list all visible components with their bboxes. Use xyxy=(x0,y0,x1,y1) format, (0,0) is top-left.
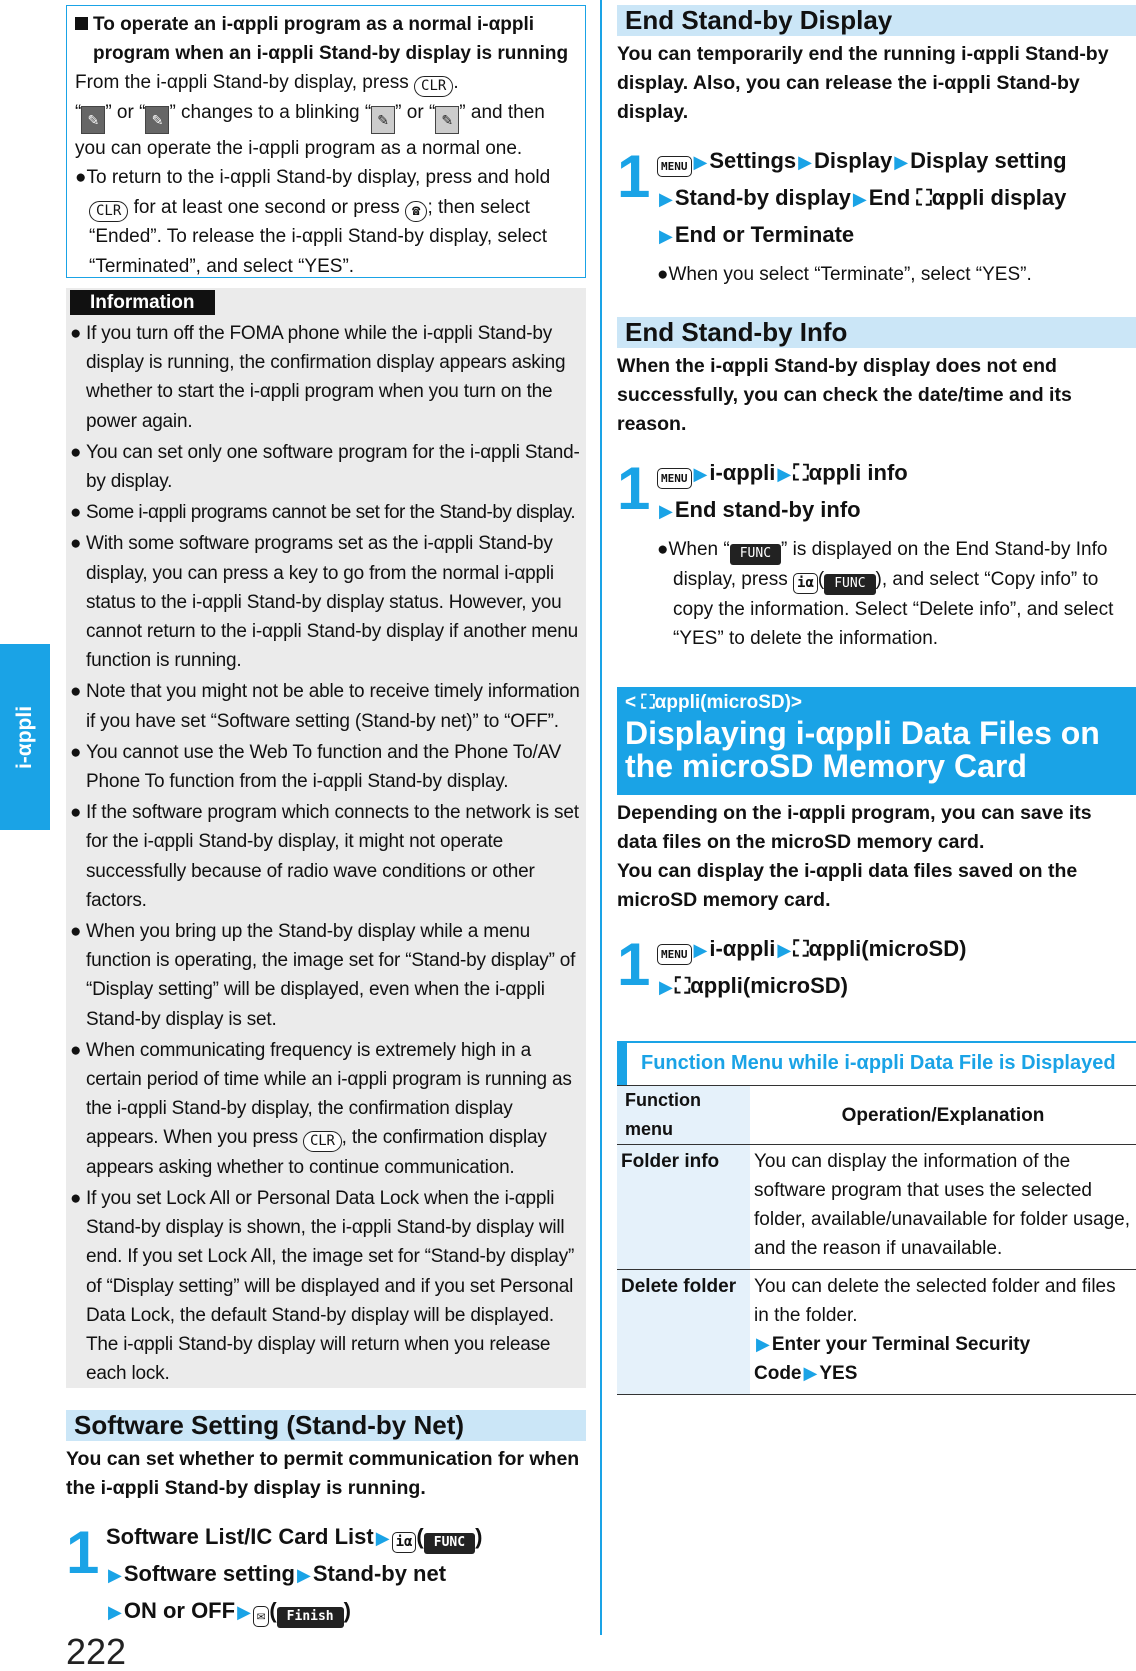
info-item-text: If you turn off the FOMA phone while the i-αppli Stand-by display is running, the confirmation display appears asking whether to start the i-αppli program when you turn on the power again. xyxy=(86,323,566,432)
info-item: ● Note that you might not be able to receive timely information if you have set “Software setting (Stand-by net)” to “OFF”. xyxy=(70,681,580,732)
menu-key-icon: MENU xyxy=(657,156,692,177)
info-item-text: Some i-αppli programs cannot be set for the Stand-by display. xyxy=(86,502,576,524)
left-column xyxy=(66,5,586,1630)
row-name: Folder info xyxy=(617,1145,750,1270)
step-number: 1 xyxy=(617,143,651,210)
func-softkey-icon: FUNC xyxy=(730,544,781,565)
end-info-heading: End Stand-by Info xyxy=(617,317,1136,348)
info-item-text: With some software programs set as the i-αppli Stand-by display, you can press a key to go from the normal i-αppli status to the i-αppli Stand-by display status. However, you cannot return to the i-αppli Stand-by display if another menu function is running. xyxy=(86,533,579,672)
box-line2-e: ” and then you can operate the i-αppli program as a normal one. xyxy=(75,101,545,159)
box-line2-a: “ xyxy=(75,101,82,123)
note-text: ” is displayed on the End Stand-by Info display, press xyxy=(673,539,1108,590)
row-op: Enter your Terminal Security Code xyxy=(754,1334,1031,1384)
information-tab: Information xyxy=(70,290,215,315)
info-item: ● If you turn off the FOMA phone while the i-αppli Stand-by display is running, the confirmation display appears asking whether to start the i-αppli program when you turn on the power again. xyxy=(70,323,566,432)
phone-key-icon: ☎ xyxy=(405,201,427,222)
info-item: ● When communicating frequency is extremely high in a certain period of time while an i-αppli program is running as the i-αppli Stand-by display, the confirmation display appears. When you press CLR , the confirmation display appears asking whether to continue communication. xyxy=(70,1039,572,1178)
box-line1: From the i-αppli Stand-by display, press CLR . xyxy=(75,68,577,98)
info-item-text: When communicating frequency is extremely high in a certain period of time while an i-αppli program is running as the i-αppli Stand-by display, the confirmation display appears. When you press xyxy=(86,1039,572,1149)
step-item: End ⛶αppli display xyxy=(868,185,1067,210)
microsd-banner-title: Displaying i-αppli Data Files on the microSD Memory Card xyxy=(625,715,1100,784)
step-item: Settings xyxy=(709,148,797,173)
end-display-note: ●When you select “Terminate”, select “YES”. xyxy=(657,264,1032,285)
software-setting-lead: You can set whether to permit communication for when the i-αppli Stand-by display is running. xyxy=(66,1448,580,1499)
step-text xyxy=(657,931,1136,1005)
box-bullet-c: ; then select “Ended”. To release the i-αppli Stand-by display, select “Terminated”, and select “YES”. xyxy=(89,196,548,277)
appli-standby-icon: ✎ xyxy=(81,106,105,134)
sidebar-label-text: i-αppli xyxy=(13,705,37,769)
col-header-operation: Operation/Explanation xyxy=(750,1086,1136,1145)
step-item: ON or OFF xyxy=(123,1598,236,1623)
microsd-lead2: You can display the i-αppli data files saved on the microSD memory card. xyxy=(617,860,1078,911)
step-item: i-αppli xyxy=(709,460,776,485)
arrow-icon: ▶ xyxy=(756,1334,770,1354)
arrow-icon: ▶ xyxy=(777,940,792,960)
arrow-icon: ▶ xyxy=(659,189,673,209)
microsd-step xyxy=(617,931,1136,1005)
box-line2-d: ” or “ xyxy=(395,101,436,123)
box-line2-b: ” or “ xyxy=(105,101,146,123)
arrow-icon: ▶ xyxy=(852,189,867,209)
step-text xyxy=(657,455,1136,529)
arrow-icon: ▶ xyxy=(108,1602,122,1622)
step-item: Stand-by display xyxy=(674,185,851,210)
software-setting-step xyxy=(66,1519,586,1630)
info-item-text: If the software program which connects to the network is set for the i-αppli Stand-by display, it might not operate successfully because of radio wave conditions or other factors. xyxy=(86,802,579,911)
info-item: ● If the software program which connects to the network is set for the i-αppli Stand-by display, it might not operate successfully because of radio wave conditions or other factors. xyxy=(70,802,579,911)
microsd-banner xyxy=(617,687,1136,795)
func-softkey-icon: FUNC xyxy=(824,574,875,595)
row-desc: You can delete the selected folder and files in the folder. xyxy=(754,1276,1116,1326)
menu-key-icon: MENU xyxy=(657,944,692,965)
table-row xyxy=(617,1270,1136,1395)
page-number: 222 xyxy=(66,1631,127,1671)
info-item: ● If you set Lock All or Personal Data Lock when the i-αppli Stand-by display is shown, the i-αppli Stand-by display will end. If you set Lock All, the image set for “Stand-by display” of “Display setting” will be displayed and if you set Personal Data Lock, the default Stand-by display will be displayed. The i-αppli Stand-by display will return when you release each lock. xyxy=(70,1187,575,1385)
row-name: Delete folder xyxy=(617,1270,750,1395)
software-setting-section xyxy=(66,1410,586,1630)
note-text: When you select “Terminate”, select “YES”. xyxy=(668,264,1032,285)
step-text xyxy=(657,143,1136,254)
table-header-row xyxy=(617,1086,1136,1145)
end-info-step xyxy=(617,455,1136,653)
step-item: ⛶αppli(microSD) xyxy=(674,973,848,998)
row-op: YES xyxy=(819,1363,858,1384)
note-text: ), and select “Copy info” to copy the information. Select “Delete info”, and select “YES” to delete the information. xyxy=(673,569,1114,649)
step-item: Software setting xyxy=(123,1561,295,1586)
info-item: ● With some software programs set as the i-αppli Stand-by display, you can press a key to go from the normal i-αppli status to the i-αppli Stand-by display status. However, you cannot return to the i-αppli Stand-by display if another menu function is running. xyxy=(70,533,579,672)
box-line2-c: ” changes to a blinking “ xyxy=(169,101,372,123)
step-item: Stand-by net xyxy=(312,1561,447,1586)
clr-key-icon: CLR xyxy=(89,201,128,222)
arrow-icon: ▶ xyxy=(296,1565,311,1585)
sidebar-label xyxy=(0,644,50,830)
info-item-text: When you bring up the Stand-by display while a menu function is operating, the image set for “Stand-by display” of “Display setting” will be displayed, even when the i-αppli Stand-by display is set. xyxy=(86,921,576,1030)
box-title xyxy=(75,10,577,68)
step-item: Software List/IC Card List xyxy=(106,1524,374,1549)
table-row xyxy=(617,1145,1136,1270)
microsd-lead1: Depending on the i-αppli program, you can save its data files on the microSD memory card. xyxy=(617,802,1092,853)
mail-key-icon: ✉ xyxy=(253,1606,269,1627)
arrow-icon: ▶ xyxy=(108,1565,122,1585)
arrow-icon: ▶ xyxy=(803,1363,818,1383)
arrow-icon: ▶ xyxy=(798,152,812,172)
microsd-banner-menu: < ⛶αppli(microSD)> xyxy=(625,692,803,713)
arrow-icon: ▶ xyxy=(375,1528,390,1548)
box-line2 xyxy=(75,98,577,164)
step-item: End stand-by info xyxy=(674,497,861,522)
arrow-icon: ▶ xyxy=(237,1602,251,1622)
step-item: i-αppli xyxy=(709,936,776,961)
function-menu-table xyxy=(617,1085,1136,1395)
menu-key-icon: MENU xyxy=(657,468,692,489)
info-item: ● Some i-αppli programs cannot be set for the Stand-by display. xyxy=(70,502,576,524)
note-text: When “ xyxy=(668,539,730,560)
arrow-icon: ▶ xyxy=(693,940,708,960)
step-item: ⛶αppli info xyxy=(793,460,908,485)
appli-blinking-icon: ✎ xyxy=(371,106,395,134)
arrow-icon: ▶ xyxy=(693,464,708,484)
software-setting-heading: Software Setting (Stand-by Net) xyxy=(66,1410,586,1441)
step-number: 1 xyxy=(66,1519,100,1586)
clr-key-icon: CLR xyxy=(414,76,453,97)
info-item-text: You can set only one software program for the i-αppli Stand-by display. xyxy=(86,441,580,493)
col-header-function: Function menu xyxy=(617,1086,750,1145)
box-bullet-a: To return to the i-αppli Stand-by display, press and hold xyxy=(86,167,551,188)
end-display-step xyxy=(617,143,1136,289)
info-item-text: Note that you might not be able to receive timely information if you have set “Software setting (Stand-by net)” to “OFF”. xyxy=(86,681,580,732)
step-item: Display xyxy=(813,148,893,173)
box-bullet-b: for at least one second or press xyxy=(128,196,406,218)
information-panel xyxy=(66,288,586,1388)
step-item: ⛶αppli(microSD) xyxy=(793,936,967,961)
info-item: ● You can set only one software program for the i-αppli Stand-by display. xyxy=(70,441,580,493)
right-column xyxy=(617,5,1136,1395)
info-item-text: , the confirmation display appears asking whether to continue communication. xyxy=(86,1127,547,1178)
box-line1-text: From the i-αppli Stand-by display, press xyxy=(75,72,415,93)
operate-box xyxy=(66,5,586,278)
info-item-text: You cannot use the Web To function and the Phone To/AV Phone To function from the i-αppli Stand-by display. xyxy=(86,741,562,793)
row-desc: You can display the information of the software program that uses the selected folder, available/unavailable for folder usage, and the reason if unavailable. xyxy=(750,1145,1136,1270)
column-divider xyxy=(600,0,602,1635)
step-item: End or Terminate xyxy=(674,222,855,247)
end-info-lead: When the i-αppli Stand-by display does not end successfully, you can check the date/time and its reason. xyxy=(617,355,1072,435)
arrow-icon: ▶ xyxy=(693,152,708,172)
step-number: 1 xyxy=(617,931,651,998)
info-item: ● When you bring up the Stand-by display while a menu function is operating, the image set for “Stand-by display” of “Display setting” will be displayed, even when the i-αppli Stand-by display is set. xyxy=(70,921,576,1030)
end-display-lead: You can temporarily end the running i-αppli Stand-by display. Also, you can release the i-αppli Stand-by display. xyxy=(617,43,1109,123)
arrow-icon: ▶ xyxy=(894,152,909,172)
arrow-icon: ▶ xyxy=(659,977,673,997)
info-item-text: If you set Lock All or Personal Data Lock when the i-αppli Stand-by display is shown, the i-αppli Stand-by display will end. If you set Lock All, the image set for “Stand-by display” of “Display setting” will be displayed and if you set Personal Data Lock, the default Stand-by display will be displayed. The i-αppli Stand-by display will return when you release each lock. xyxy=(86,1187,575,1385)
row-desc-cell xyxy=(750,1270,1136,1395)
box-bullet: ●To return to the i-αppli Stand-by display, press and hold CLR for at least one second or press ☎ ; then select “Ended”. To release the i-αppli Stand-by display, select “Terminated”, and select “YES”. xyxy=(75,167,551,277)
box-title-text: To operate an i-αppli program as a normal i-αppli program when an i-αppli Stand-by display is running xyxy=(93,14,569,64)
function-menu-heading: Function Menu while i-αppli Data File is Displayed xyxy=(617,1041,1136,1085)
arrow-icon: ▶ xyxy=(659,226,673,246)
arrow-icon: ▶ xyxy=(659,501,673,521)
i-appli-key-icon: iα xyxy=(793,573,818,594)
end-info-note: ●When “ FUNC ” is displayed on the End Stand-by Info display, press iα ( FUNC ), and select “Copy info” to copy the information. Select “Delete info”, and select “YES” to delete the information. xyxy=(657,539,1114,649)
info-item: ● You cannot use the Web To function and the Phone To/AV Phone To function from the i-αppli Stand-by display. xyxy=(70,741,562,793)
square-bullet-icon xyxy=(75,17,88,30)
arrow-icon: ▶ xyxy=(777,464,792,484)
step-text: Software List/IC Card List ▶ iα ( FUNC ) ▶Software setting ▶Stand-by net ▶ON or OFF ▶ ✉ ( Finish ) xyxy=(106,1519,586,1630)
step-number: 1 xyxy=(617,455,651,522)
i-appli-key-icon: iα xyxy=(392,1532,417,1553)
func-softkey-icon: FUNC xyxy=(424,1533,475,1554)
appli-blinking-alt-icon: ✎ xyxy=(435,106,459,134)
step-item: Display setting xyxy=(910,148,1067,173)
clr-key-icon: CLR xyxy=(303,1131,342,1152)
finish-softkey-icon: Finish xyxy=(277,1607,344,1628)
appli-standby-alt-icon: ✎ xyxy=(145,106,169,134)
end-display-heading: End Stand-by Display xyxy=(617,5,1136,36)
